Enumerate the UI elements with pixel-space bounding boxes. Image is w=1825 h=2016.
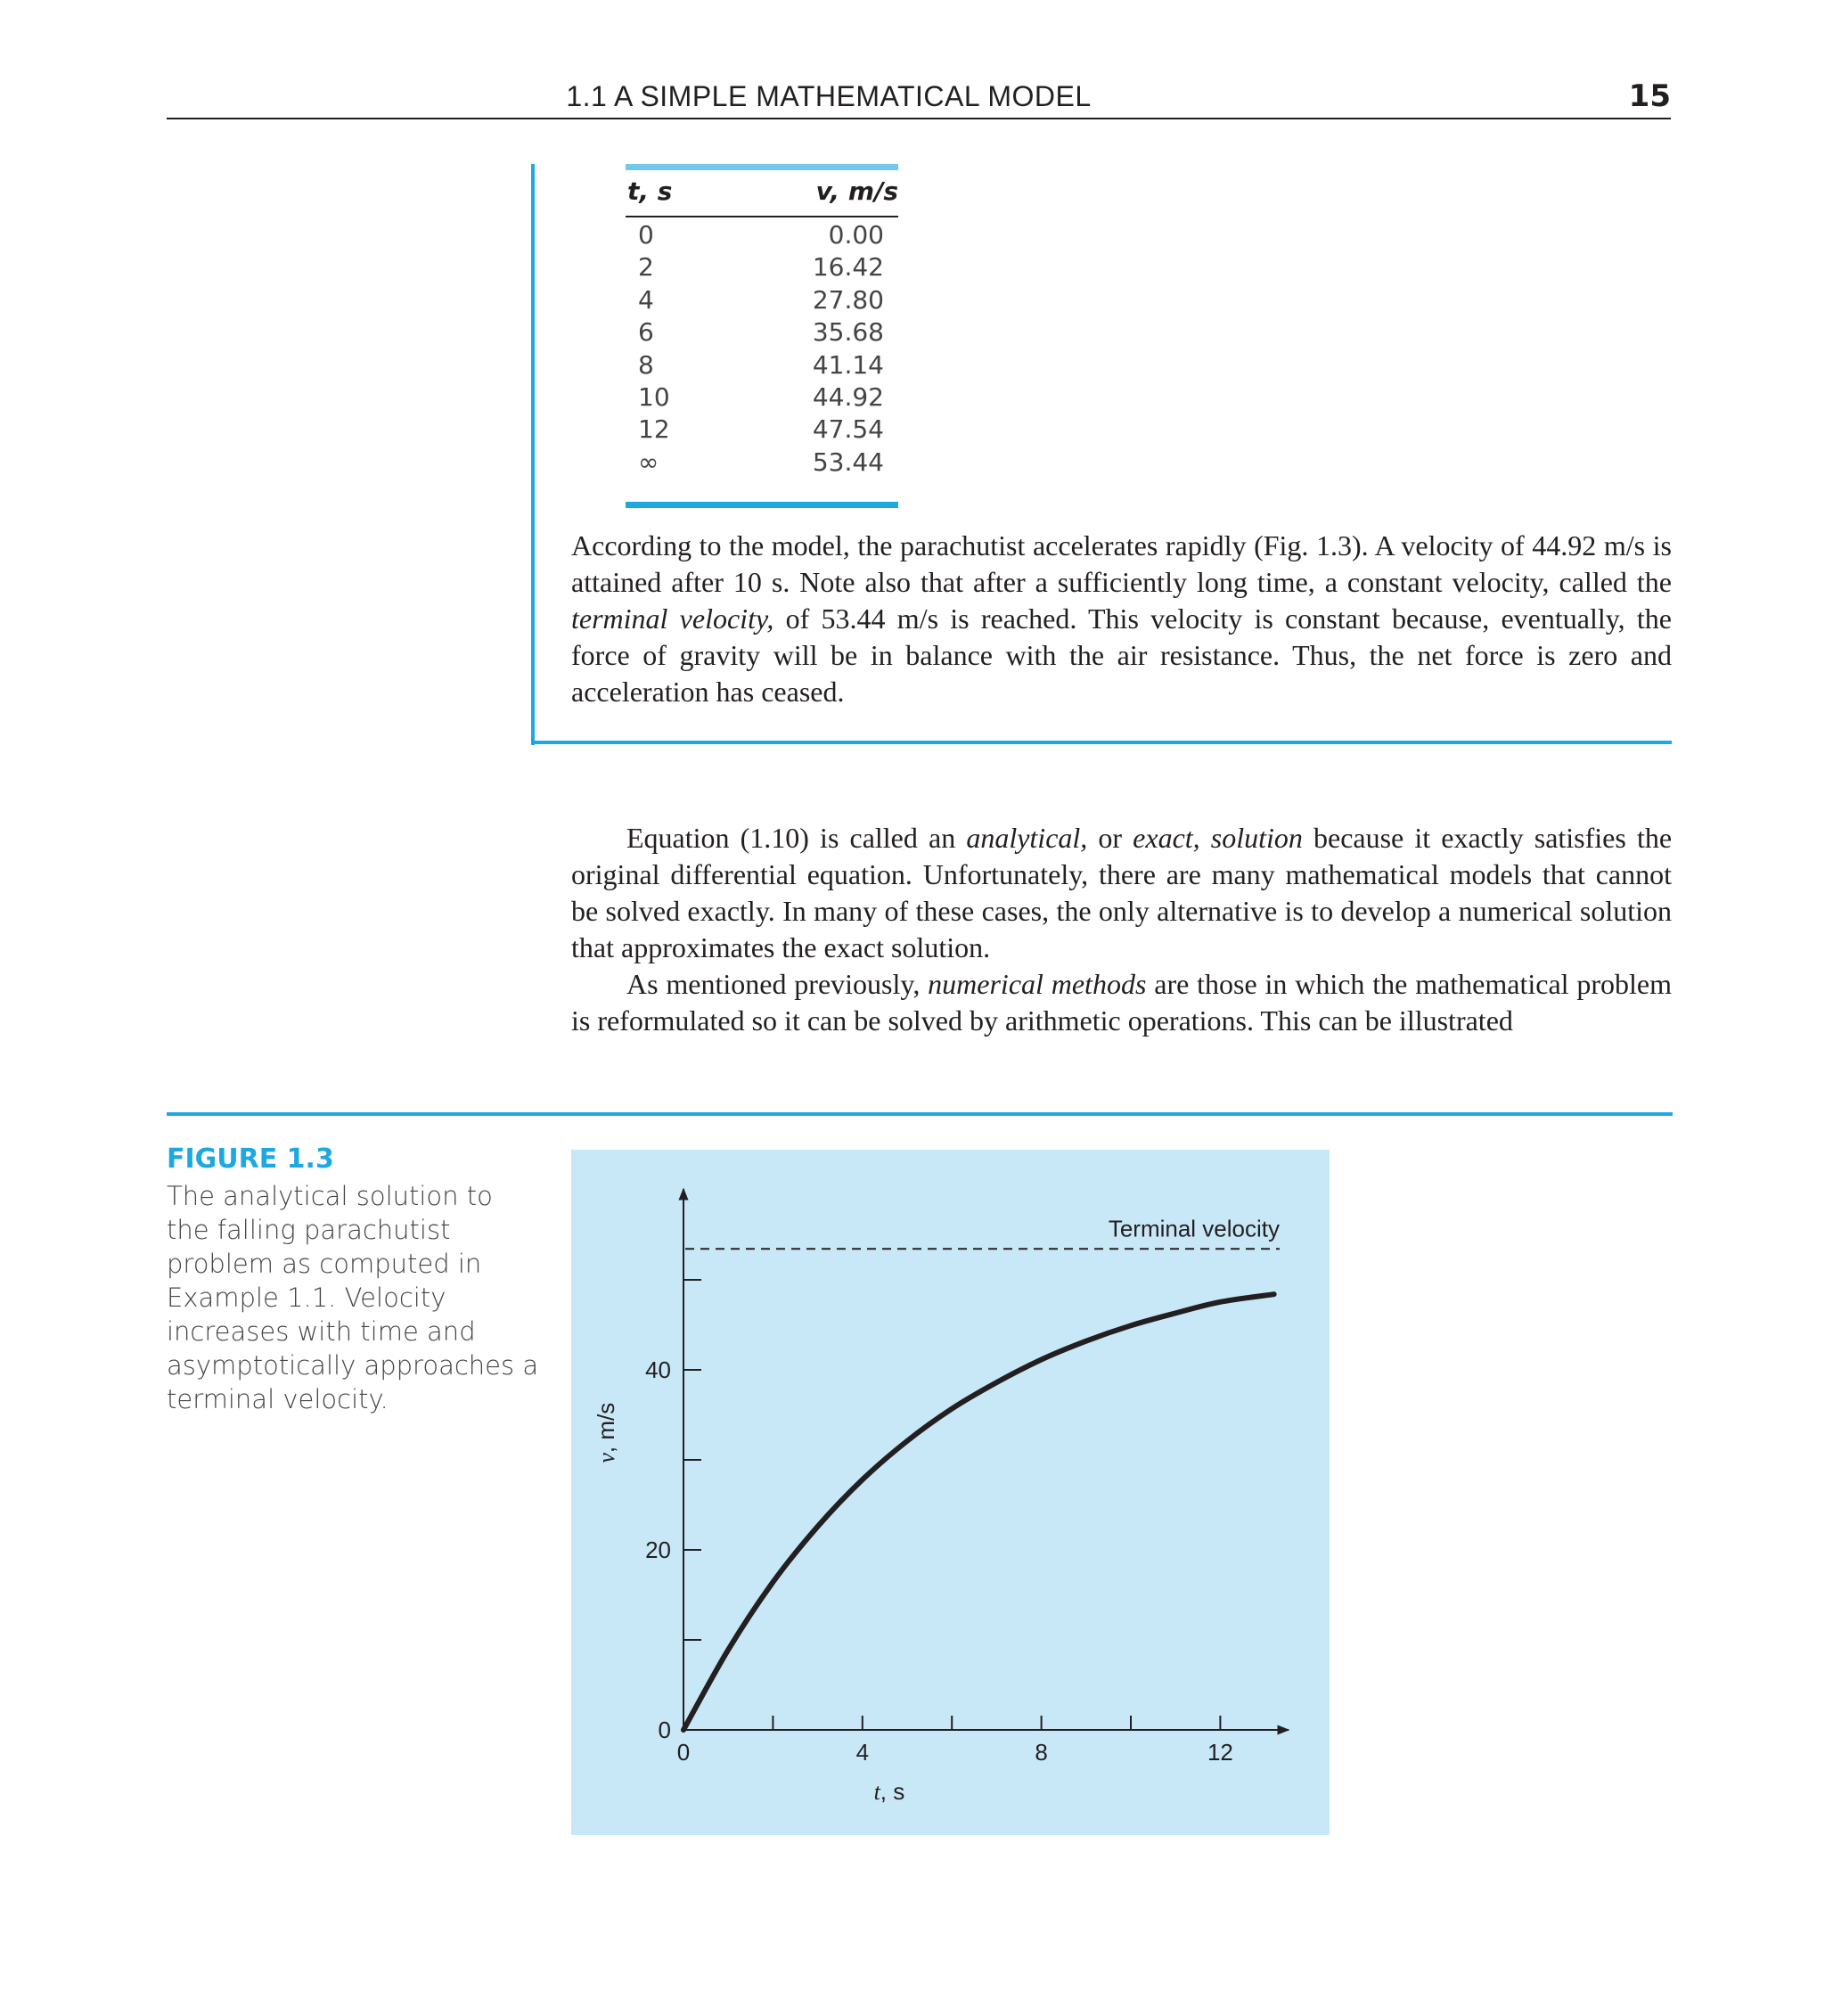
velocity-chart: [571, 1150, 1330, 1835]
example-text-italic: terminal velocity,: [571, 602, 774, 635]
table-row: [626, 414, 898, 446]
example-text-start: According to the model, the parachutist accelerates rapidly (Fig. 1.3). A velocity of 44.92 m/s is attained after 10 s. Note also that after a sufficiently long time, a constant velocity, called the: [571, 529, 1672, 598]
table-row: [626, 381, 898, 414]
table-header-velocity: v, m/s: [815, 176, 898, 206]
figure-caption: The analytical solution to the falling parachutist problem as computed in Example 1.1. Velocity increases with time and asymptotically approaches a terminal velocity.: [167, 1181, 539, 1414]
table-cell-v: 0.00: [828, 220, 884, 250]
table-cell-t: 4: [638, 284, 654, 315]
table-row: [626, 219, 898, 251]
example-text-end: of 53.44 m/s is reached. This velocity is constant because, eventually, the force of gravity will be in balance with the air resistance. Thus, the net force is zero and acceleration has ceased.: [571, 602, 1673, 708]
table-bottom-rule: [626, 502, 898, 508]
table-cell-t: 2: [638, 252, 654, 283]
x-tick-label: 12: [1207, 1739, 1233, 1766]
y-tick-label: 0: [658, 1717, 671, 1743]
velocity-curve: [683, 1294, 1274, 1730]
table-row: [626, 349, 898, 381]
page-number: 15: [1628, 78, 1671, 114]
table-row: [626, 251, 898, 283]
header-rule: [167, 118, 1671, 119]
body-text: As mentioned previously,: [626, 968, 929, 1000]
table-header-time: t, s: [627, 176, 673, 206]
body-text: or: [1087, 822, 1133, 854]
table-cell-t: ∞: [638, 447, 659, 477]
x-axis-label-var: t: [873, 1779, 880, 1805]
table-cell-t: 10: [638, 381, 670, 412]
example-paragraph: [571, 528, 1672, 710]
running-header-title: 1.1 A SIMPLE MATHEMATICAL MODEL: [566, 80, 1092, 112]
y-tick-label: 40: [645, 1356, 671, 1383]
y-axis-label-unit: , m/s: [593, 1402, 619, 1454]
example-box-bottom-border: [531, 741, 1672, 744]
x-tick-label: 0: [676, 1739, 691, 1766]
body-italic: numerical methods: [928, 968, 1147, 1000]
table-cell-t: 6: [638, 317, 654, 348]
x-tick-label: 8: [1035, 1739, 1048, 1766]
x-axis-label: [874, 1778, 905, 1805]
terminal-velocity-label: Terminal velocity: [1108, 1215, 1280, 1242]
table-row: [626, 284, 898, 316]
body-italic: exact, solution: [1133, 822, 1303, 854]
x-axis-label-unit: , s: [880, 1778, 905, 1805]
table-top-rule: [626, 164, 898, 170]
body-text: are those in which the mathematical problem is reformulated so it can be solved by arithmetic operations. This can be illustrated: [571, 968, 1673, 1037]
table-cell-v: 53.44: [812, 447, 884, 477]
x-tick-label: 4: [855, 1739, 870, 1766]
table-row: [626, 447, 898, 479]
table-cell-v: 35.68: [812, 317, 884, 348]
table-cell-v: 47.54: [812, 414, 884, 445]
y-axis-label-var: v: [593, 1453, 619, 1463]
table-cell-t: 12: [638, 414, 670, 445]
body-paragraph-analytical: [571, 820, 1672, 966]
body-italic: analytical,: [966, 822, 1088, 854]
body-text: Equation (1.10) is called an: [626, 822, 967, 854]
table-cell-v: 41.14: [812, 349, 884, 380]
table-cell-v: 27.80: [812, 284, 884, 315]
body-paragraph-numerical: [571, 966, 1672, 1039]
body-text: because it exactly satisfies the original differential equation. Unfortunately, there are many mathematical models that cannot be solved exactly. In many of these cases, the only alternative is to develop a numerical solution that approximates the exact solution.: [571, 822, 1673, 963]
table-header-rule: [626, 216, 898, 217]
table-body: [626, 219, 898, 479]
y-axis-label: [593, 1403, 619, 1463]
example-box-left-border: [531, 164, 535, 745]
table-cell-t: 8: [638, 349, 654, 380]
y-tick-label: 20: [645, 1537, 671, 1563]
table-cell-v: 44.92: [812, 381, 884, 412]
table-cell-t: 0: [638, 220, 654, 250]
figure-top-rule: [167, 1112, 1673, 1116]
figure-panel: [571, 1150, 1330, 1835]
figure-label: FIGURE 1.3: [167, 1143, 334, 1175]
table-row: [626, 316, 898, 348]
table-cell-v: 16.42: [812, 252, 884, 283]
